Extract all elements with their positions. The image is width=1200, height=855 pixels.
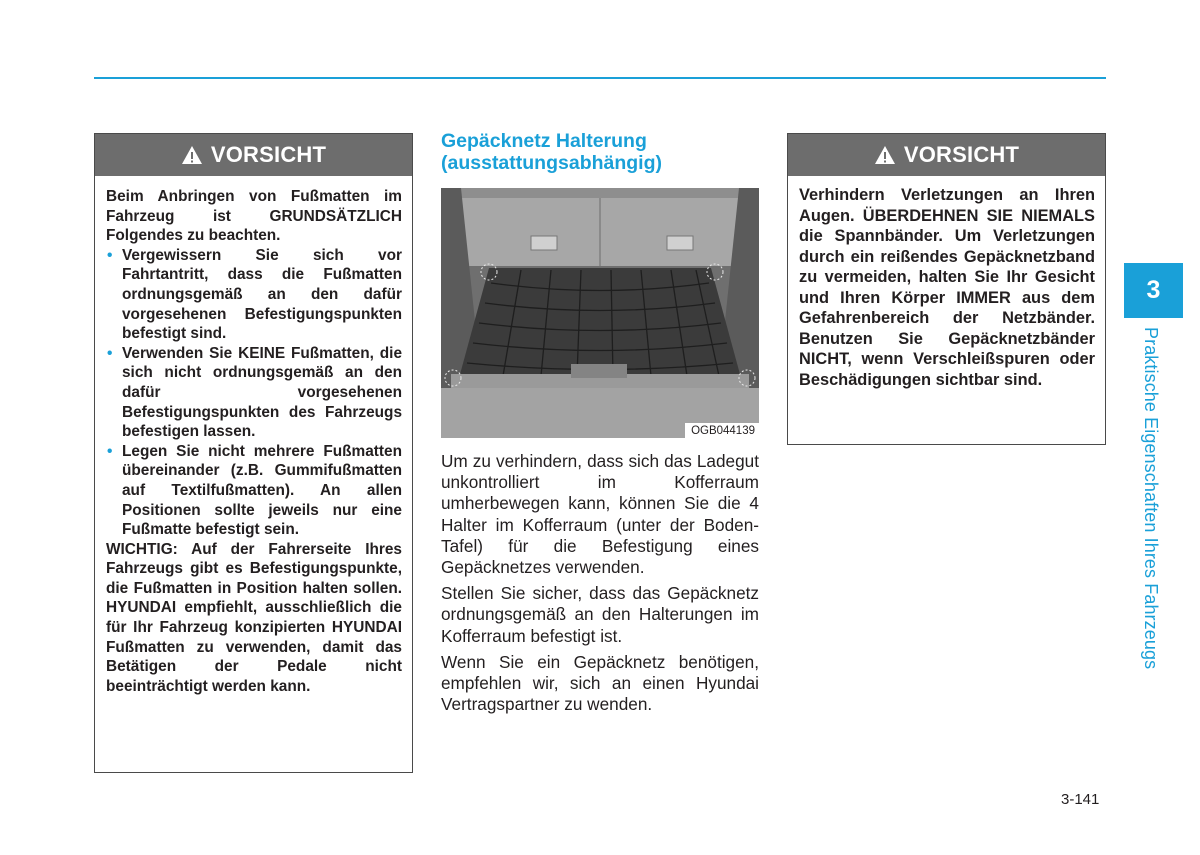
caution-bullet-item (106, 246, 402, 344)
caution-important-note: WICHTIG: Auf der Fahrerseite Ihres Fahrzeugs gibt es Befestigungspunkte, die Fußmatten in Position halten sollen. HYUNDAI empfiehlt, ausschließlich die für Ihr Fahrzeug konzipierten HYUNDAI Fußmatten zu verwenden, damit das Betätigen der Pedale nicht beeinträchtigt werden kann. (106, 540, 402, 695)
chapter-tab: 3 (1124, 263, 1183, 318)
caution-body (95, 176, 412, 704)
warning-triangle-icon (181, 145, 203, 165)
bullet-dot: • (107, 442, 113, 460)
caution-text: Verhindern Verletzungen an Ihren Augen. ÜBERDEHNEN SIE NIEMALS die Spannbänder. Um Verletzungen durch ein reißendes Gepäcknetzband zu vermeiden, halten Sie Ihr Gesicht und Ihren Körper IMMER aus dem Gefahrenbereich der Netzbänder. Benutzen Sie Gepäcknetzbänder NICHT, wenn Verschleißspuren oder Beschädigungen sichtbar sind. (799, 186, 1095, 389)
header-rule (94, 77, 1106, 79)
bullet-dot: • (107, 246, 113, 264)
caution-box-cargo-net (787, 133, 1106, 445)
caution-heading: VORSICHT (210, 142, 327, 167)
body-paragraph: Um zu verhindern, dass sich das Ladegut unkontrolliert im Kofferraum umherbewegen kann, können Sie die 4 Halter im Kofferraum (unter der Boden-Tafel) für die Befestigung eines Gepäcknetzes verwenden. (441, 451, 759, 578)
caution-heading: VORSICHT (903, 142, 1020, 167)
caution-bullet-item (106, 442, 402, 540)
page-number: 3-141 (1061, 791, 1100, 808)
image-code-label: OGB044139 (685, 423, 759, 438)
bullet-text: Verwenden Sie KEINE Fußmatten, die sich nicht ordnungsgemäß an den dafür vorgesehenen Befestigungspunkten des Fahrzeugs befestigen lassen. (122, 344, 402, 441)
caution-header (788, 134, 1105, 176)
warning-triangle-icon (874, 145, 896, 165)
body-paragraph: Stellen Sie sicher, dass das Gepäcknetz ordnungsgemäß an den Halterungen im Kofferraum befestigt ist. (441, 583, 759, 646)
caution-body (788, 176, 1105, 398)
caution-intro: Beim Anbringen von Fußmatten im Fahrzeug ist GRUNDSÄTZLICH Folgendes zu beachten. (106, 188, 402, 245)
caution-box-floor-mats (94, 133, 413, 773)
chapter-title-vertical: Praktische Eigenschaften Ihres Fahrzeugs (1141, 327, 1161, 670)
bullet-dot: • (107, 344, 113, 362)
caution-bullet-item (106, 344, 402, 442)
bullet-text: Legen Sie nicht mehrere Fußmatten übereinander (z.B. Gummifußmatten auf Textilfußmatten). An allen Positionen sollte jeweils nur eine Fußmatte befestigt sein. (122, 442, 402, 539)
section-body (441, 451, 759, 720)
caution-header (95, 134, 412, 176)
cargo-net-photo (441, 188, 759, 438)
bullet-text: Vergewissern Sie sich vor Fahrtantritt, dass die Fußmatten ordnungsgemäß an den dafür vorgesehenen Befestigungspunkten befestigt sind. (122, 246, 402, 343)
trunk-illustration (441, 188, 759, 438)
body-paragraph: Wenn Sie ein Gepäcknetz benötigen, empfehlen wir, sich an einen Hyundai Vertragspartner zu wenden. (441, 651, 759, 715)
caution-bullet-list (106, 246, 402, 540)
section-title: Gepäcknetz Halterung (ausstattungsabhängig) (441, 130, 663, 174)
